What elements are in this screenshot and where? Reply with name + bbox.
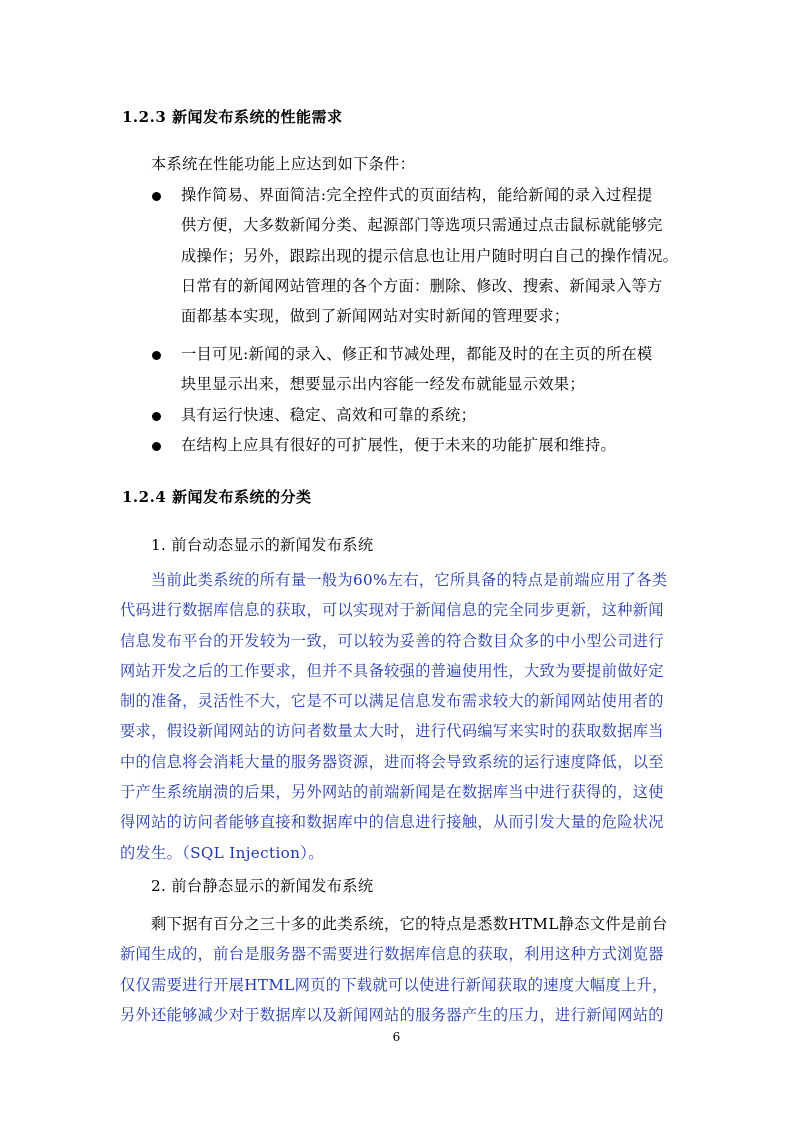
intro-paragraph [120, 149, 680, 179]
paragraph-dynamic-system [120, 565, 680, 868]
paragraph-line: 得网站的访问者能够直接和数据库中的信息进行接触，从而引发大量的危险状况 [120, 813, 664, 832]
subsection-title-line: 1. 前台动态显示的新闻发布系统 [151, 536, 374, 554]
bullet-line: 供方便，大多数新闻分类、起源部门等选项只需通过点击鼠标就能够完 [181, 216, 663, 235]
subsection-title-line: 2. 前台静态显示的新闻发布系统 [151, 877, 374, 895]
bullet-line: 成操作；另外，跟踪出现的提示信息也让用户随时明白自己的操作情况。 [181, 246, 679, 265]
paragraph-line: 另外还能够减少对于数据库以及新闻网站的服务器产生的压力，进行新闻网站的 [120, 1005, 664, 1024]
paragraph-line: 网站开发之后的工作要求，但并不具备较强的普遍使用性，大致为要提前做好定 [120, 661, 664, 680]
bullet-dot-icon [152, 192, 161, 201]
paragraph-line: 信息发布平台的开发较为一致，可以较为妥善的符合数目众多的中小型公司进行 [120, 631, 664, 650]
paragraph-line: 新闻生成的，前台是服务器不需要进行数据库信息的获取，利用这种方式浏览器 [120, 945, 664, 964]
section-heading-1-2-3: 1.2.3 新闻发布系统的性能需求 [122, 108, 343, 126]
intro-line: 本系统在性能功能上应达到如下条件： [151, 155, 416, 173]
page-number: 6 [392, 1030, 401, 1044]
paragraph-static-system [120, 909, 680, 1030]
subsection-title-2 [120, 871, 680, 901]
bullet-line: 块里显示出来，想要显示出内容能一经发布就能显示效果； [181, 375, 585, 394]
paragraph-line: 仅仅需要进行开展HTML网页的下载就可以使进行新闻获取的速度大幅度上升， [120, 975, 668, 994]
bullet-text [181, 180, 701, 331]
bullet-dot-icon [152, 351, 161, 360]
paragraph-line: 中的信息将会消耗大量的服务器资源，进而将会导致系统的运行速度降低，以至 [120, 752, 664, 771]
paragraph-line: 制的准备，灵活性不大，它是不可以满足信息发布需求较大的新闻网站使用者的 [120, 692, 664, 711]
bullet-line: 面都基本实现，做到了新闻网站对实时新闻的管理要求； [181, 307, 570, 326]
bullet-text [181, 430, 701, 460]
paragraph-line: 剩下据有百分之三十多的此类系统，它的特点是悉数HTML静态文件是前台 [151, 915, 668, 933]
paragraph-line: 代码进行数据库信息的获取，可以实现对于新闻信息的完全同步更新，这种新闻 [120, 601, 664, 620]
bullet-line: 操作简易、界面简洁:完全控件式的页面结构，能给新闻的录入过程提 [181, 186, 653, 204]
bullet-line: 在结构上应具有很好的可扩展性，便于未来的功能扩展和维持。 [181, 436, 617, 454]
paragraph-line: 当前此类系统的所有量一般为60%左右，它所具备的特点是前端应用了各类 [151, 571, 668, 589]
bullet-dot-icon [152, 412, 161, 421]
bullet-text [181, 400, 701, 430]
section-heading-1-2-4: 1.2.4 新闻发布系统的分类 [122, 488, 312, 506]
subsection-title-1 [120, 530, 680, 560]
paragraph-line: 于产生系统崩溃的后果，另外网站的前端新闻是在数据库当中进行获得的，这使 [120, 783, 664, 802]
bullet-dot-icon [152, 442, 161, 451]
bullet-line: 日常有的新闻网站管理的各个方面：删除、修改、搜索、新闻录入等方 [181, 276, 663, 295]
bullet-line: 具有运行快速、稳定、高效和可靠的系统； [181, 406, 477, 424]
paragraph-line: 要求，假设新闻网站的访问者数量太大时，进行代码编写来实时的获取数据库当 [120, 722, 664, 741]
bullet-text [181, 339, 701, 400]
bullet-line: 一目可见:新闻的录入、修正和节减处理，都能及时的在主页的所在模 [181, 345, 653, 363]
paragraph-line: 的发生。（SQL Injection）。 [120, 843, 324, 862]
